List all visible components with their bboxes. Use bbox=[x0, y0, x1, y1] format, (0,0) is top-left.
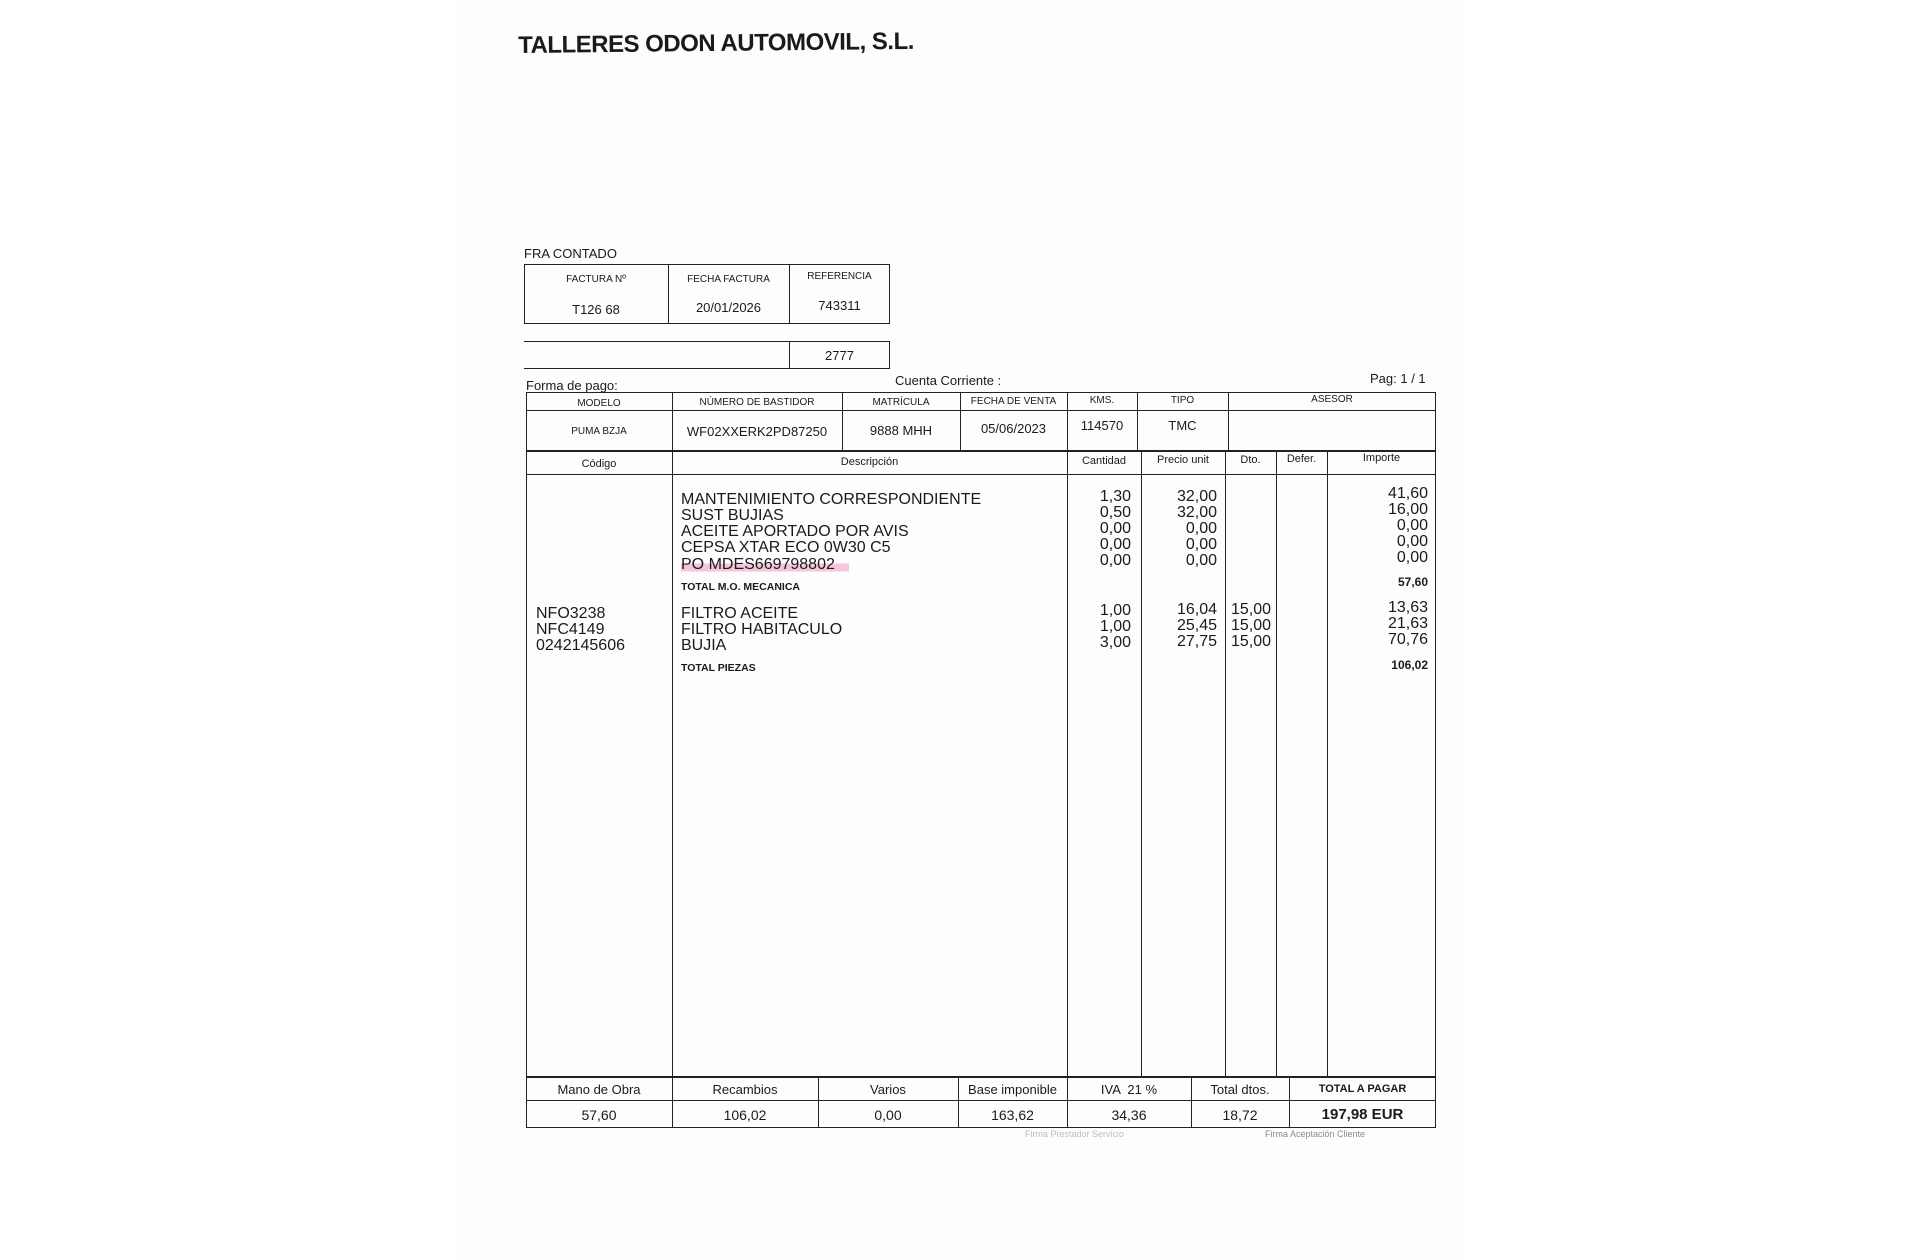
part-discount: 15,00 bbox=[1230, 633, 1271, 650]
labour-line-unit-price: 0,00 bbox=[1185, 520, 1217, 537]
labour-line-quantity: 0,50 bbox=[1099, 504, 1131, 521]
provider-signature-label: Firma Prestador Servicio bbox=[1024, 1129, 1125, 1139]
account-label: Cuenta Corriente : bbox=[895, 373, 1002, 388]
vin-label: NÚMERO DE BASTIDOR bbox=[699, 397, 815, 408]
customer-signature-label: Firma Aceptación Cliente bbox=[1264, 1129, 1366, 1139]
labour-line-quantity: 0,00 bbox=[1099, 536, 1131, 553]
part-code: NFC4149 bbox=[536, 621, 605, 638]
col-code: Código bbox=[581, 458, 617, 470]
labour-quantities bbox=[1067, 489, 1131, 569]
col-deferred: Defer. bbox=[1286, 453, 1317, 465]
labour-line-quantity: 0,00 bbox=[1099, 552, 1131, 569]
model-value: PUMA BZJA bbox=[571, 426, 627, 437]
labour-line-unit-price: 32,00 bbox=[1176, 504, 1217, 521]
taxable-base-label: Base imponible bbox=[968, 1082, 1057, 1097]
labour-amounts bbox=[1327, 486, 1428, 566]
misc-summary-value: 0,00 bbox=[874, 1107, 902, 1123]
payment-method-label: Forma de pago: bbox=[526, 378, 618, 393]
col-discount: Dto. bbox=[1240, 454, 1261, 466]
total-discounts-value: 18,72 bbox=[1222, 1107, 1258, 1123]
parts-discounts bbox=[1225, 602, 1271, 650]
sale-date-value: 05/06/2023 bbox=[980, 421, 1047, 436]
labour-line-description: ACEITE APORTADO POR AVIS bbox=[681, 523, 909, 540]
parts-summary-value: 106,02 bbox=[723, 1107, 767, 1123]
plate-value: 9888 MHH bbox=[869, 423, 933, 438]
col-quantity: Cantidad bbox=[1081, 455, 1127, 467]
taxable-base-value: 163,62 bbox=[991, 1107, 1034, 1123]
labour-line-quantity: 1,30 bbox=[1099, 488, 1131, 505]
labour-summary-value: 57,60 bbox=[581, 1107, 617, 1123]
labour-line-description: SUST BUJIAS bbox=[681, 507, 784, 524]
reference-value: 743311 bbox=[818, 298, 861, 313]
vat-label: IVA 21 % bbox=[1100, 1082, 1158, 1097]
col-description: Descripción bbox=[840, 456, 899, 468]
labour-line-quantity: 0,00 bbox=[1099, 520, 1131, 537]
labour-descriptions bbox=[681, 492, 981, 574]
labour-summary-label: Mano de Obra bbox=[557, 1082, 641, 1097]
labour-line-amount: 0,00 bbox=[1396, 549, 1428, 566]
parts-summary-label: Recambios bbox=[712, 1082, 778, 1097]
part-unit-price: 27,75 bbox=[1176, 633, 1217, 650]
invoice-date-label: FECHA FACTURA bbox=[687, 274, 770, 285]
labour-unit-prices bbox=[1141, 489, 1217, 569]
parts-unit-prices bbox=[1141, 602, 1217, 650]
part-quantity: 1,00 bbox=[1099, 618, 1131, 635]
total-discounts-label: Total dtos. bbox=[1210, 1082, 1270, 1097]
invoice-number-value: T126 68 bbox=[572, 302, 620, 317]
sale-date-label: FECHA DE VENTA bbox=[970, 396, 1057, 407]
part-code: 0242145606 bbox=[536, 637, 625, 654]
labour-total-value: 57,60 bbox=[1397, 575, 1428, 589]
parts-total-label: TOTAL PIEZAS bbox=[681, 662, 756, 674]
type-label: TIPO bbox=[1170, 395, 1195, 406]
total-to-pay-label: TOTAL A PAGAR bbox=[1318, 1083, 1407, 1095]
labour-line-unit-price: 32,00 bbox=[1176, 488, 1217, 505]
reference-label: REFERENCIA bbox=[807, 271, 872, 282]
labour-line-amount: 16,00 bbox=[1387, 501, 1428, 518]
part-unit-price: 16,04 bbox=[1176, 601, 1217, 618]
part-description: FILTRO HABITACULO bbox=[681, 621, 843, 638]
advisor-label: ASESOR bbox=[1311, 394, 1353, 405]
part-quantity: 3,00 bbox=[1099, 634, 1131, 651]
part-amount: 13,63 bbox=[1387, 599, 1428, 616]
plate-label: MATRÍCULA bbox=[872, 397, 930, 408]
labour-line-amount: 0,00 bbox=[1396, 517, 1428, 534]
part-code: NFO3238 bbox=[536, 605, 606, 622]
labour-line-description: PO MDES669798802 bbox=[681, 557, 849, 573]
company-name: TALLERES ODON AUTOMOVIL, S.L. bbox=[518, 27, 914, 59]
parts-codes bbox=[536, 606, 625, 654]
part-amount: 70,76 bbox=[1387, 631, 1428, 648]
vin-value: WF02XXERK2PD87250 bbox=[686, 424, 828, 439]
part-description: FILTRO ACEITE bbox=[681, 605, 799, 622]
vat-value: 34,36 bbox=[1111, 1107, 1147, 1123]
invoice-date-value: 20/01/2026 bbox=[695, 300, 762, 315]
labour-line-description: CEPSA XTAR ECO 0W30 C5 bbox=[681, 539, 891, 556]
labour-line-amount: 41,60 bbox=[1387, 485, 1428, 502]
type-value: TMC bbox=[1168, 418, 1197, 433]
misc-summary-label: Varios bbox=[870, 1082, 906, 1097]
parts-total-value: 106,02 bbox=[1391, 658, 1428, 672]
part-amount: 21,63 bbox=[1387, 615, 1428, 632]
page-number: Pag: 1 / 1 bbox=[1370, 371, 1426, 386]
invoice-number-label: FACTURA Nº bbox=[566, 274, 626, 285]
parts-quantities bbox=[1067, 603, 1131, 651]
kms-label: KMS. bbox=[1089, 395, 1115, 406]
col-amount: Importe bbox=[1362, 452, 1401, 464]
labour-line-unit-price: 0,00 bbox=[1185, 552, 1217, 569]
labour-line-unit-price: 0,00 bbox=[1185, 536, 1217, 553]
kms-value: 114570 bbox=[1080, 418, 1124, 433]
col-unit-price: Precio unit bbox=[1157, 454, 1209, 466]
labour-total-label: TOTAL M.O. MECANICA bbox=[681, 581, 800, 593]
part-quantity: 1,00 bbox=[1099, 602, 1131, 619]
secondary-reference: 2777 bbox=[825, 348, 854, 363]
total-to-pay-value: 197,98 EUR bbox=[1321, 1106, 1404, 1123]
model-label: MODELO bbox=[577, 398, 621, 409]
document-type: FRA CONTADO bbox=[524, 246, 617, 261]
part-unit-price: 25,45 bbox=[1176, 617, 1217, 634]
part-description: BUJIA bbox=[681, 637, 727, 654]
parts-descriptions bbox=[681, 606, 842, 654]
parts-amounts bbox=[1327, 600, 1428, 648]
labour-line-description: MANTENIMIENTO CORRESPONDIENTE bbox=[681, 491, 982, 508]
part-discount: 15,00 bbox=[1230, 601, 1271, 618]
labour-line-amount: 0,00 bbox=[1396, 533, 1428, 550]
part-discount: 15,00 bbox=[1230, 617, 1271, 634]
